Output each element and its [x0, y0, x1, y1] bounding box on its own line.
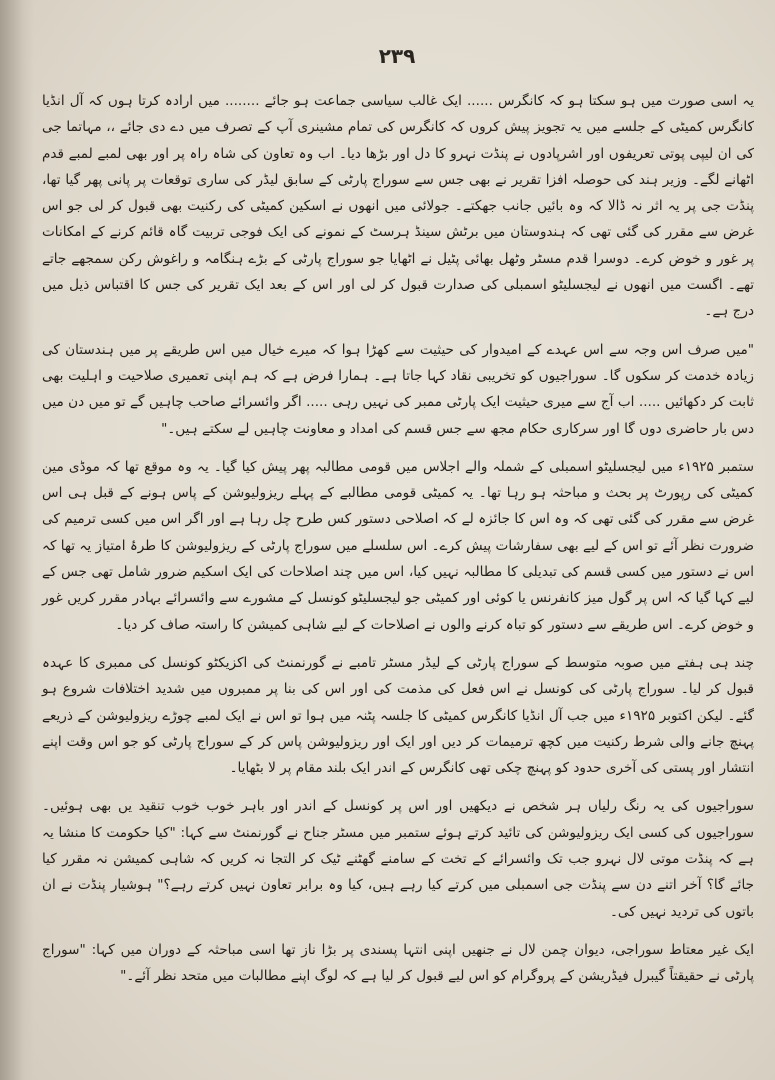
- paragraph-2: ستمبر ۱۹۲۵ء میں لیجسلیٹو اسمبلی کے شملہ والے اجلاس میں قومی مطالبہ پھر پیش کیا گیا۔ یہ وہ موقع تھا کہ موڈی مین کمیٹی کی رپورٹ پر بحث و مباحثہ ہو رہا تھا۔ یہ کمیٹی قومی مطالبے کے پہلے ریزولیوشن کے پاس ہونے کے قبل ہی اس غرض سے مقرر کی گئی تھی کہ وہ اس کا جائزہ لے کہ اصلاحی دستور کس طرح چل رہا ہے اور اگر اس میں کسی ترمیم کی ضرورت نظر آئے تو اس کے لیے بھی سفارشات پیش کرے۔ اس سلسلے میں سوراج پارٹی کے ریزولیوشن کا طرۂ امتیاز یہ تھا کہ اس نے دستور میں کسی قسم کی تبدیلی کا مطالبہ نہیں کیا، اس میں چند اصلاحات کی ایک اسکیم ضرور شامل تھی جس کے لیے کہا گیا کہ اس پر گول میز کانفرنس یا کوئی اور کمیٹی جو لیجسلیٹو کونسل کے مشورے سے وائسرائے بہادر مقرر کریں غور و خوض کرے۔ اس طریقے سے دستور کو تباہ کرنے والوں نے اصلاحات کے لیے شاہی کمیشن کا راستہ صاف کر دیا۔: [42, 458, 754, 633]
- paragraph-4: سوراجیوں کی یہ رنگ رلیاں ہر شخص نے دیکھیں اور اس پر کونسل کے اندر اور باہر خوب خوب تنقید یں بھی ہوئیں۔ سوراجیوں کی کسی ایک ریزولیوشن کی تائید کرتے ہوئے ستمبر میں مسٹر جناح نے گورنمنٹ سے کہا: "کیا حکومت کا منشا یہ ہے کہ پنڈت موتی لال نہرو جب تک وائسرائے کے تخت کے سامنے گھٹنے ٹیک کر التجا نہ کریں کہ شاہی کمیشن نہ مقرر کیا جائے گا؟ آخر اتنے دن سے پنڈت جی اسمبلی میں کرتے کیا رہے ہیں، کیا وہ برابر تعاون نہیں کرتے رہے؟" ہوشیار پنڈت نے ان باتوں کی تردید نہیں کی۔: [42, 798, 754, 920]
- quote-paragraph: "میں صرف اس وجہ سے اس عہدے کے امیدوار کی حیثیت سے کھڑا ہوا کہ میرے خیال میں اس طریقے پر میں ہندستان کی زیادہ خدمت کر سکوں گا۔ سوراجیوں کو تخریبی نقاد کہا جاتا ہے۔ ہمارا فرض ہے کہ ہم اپنی تعمیری صلاحیت و اہلیت بھی ثابت کر دکھائیں ..... اب آج سے میری حیثیت ایک پارٹی ممبر کی نہیں رہی ..... اگر وائسرائے صاحب چاہیں گے تو میں دن میں دس بار حاضری دوں گا اور سرکاری حکام مجھ سے جس قسم کی امداد و معاونت چاہیں لے سکتے ہیں۔": [42, 341, 754, 437]
- paragraph-5: ایک غیر معتاط سوراجی، دیوان چمن لال نے جنھیں اپنی انتہا پسندی پر بڑا ناز تھا اسی مباحثہ کے دوران میں کہا: "سوراج پارٹی نے حقیقتاً گیبرل فیڈریشن کے پروگرام کو اس لیے قبول کر لیا ہے کہ لوگ اپنے مطالبات میں متحد نظر آئے۔": [42, 941, 754, 985]
- body-text: [42, 88, 754, 990]
- paragraph-3: چند ہی ہفتے میں صوبہ متوسط کے سوراج پارٹی کے لیڈر مسٹر تامبے نے گورنمنٹ کی اکزیکٹو کونسل کی ممبری کا عہدہ قبول کر لیا۔ سوراج پارٹی کی کونسل نے اس فعل کی مذمت کی اور اس کی بنا پر ممبروں میں شدید اختلافات شروع ہو گئے۔ لیکن اکتوبر ۱۹۲۵ء میں جب آل انڈیا کانگرس کمیٹی کا جلسہ پٹنہ میں ہوا تو اس نے ایک لمبے چوڑے ریزولیوشن کے ذریعے پہنچ جانے والی شرط رکنیت میں کچھ ترمیمات کر دیں اور ایک اور ریزولیوشن پاس کر کے سوراج پارٹی کو جو اس وقت اپنے انتشار اور پستی کی آخری حدود کو پہنچ چکی تھی کانگرس کے اندر ایک بلند مقام پر لا بٹھایا۔: [42, 654, 754, 777]
- paragraph-1: یہ اسی صورت میں ہو سکتا ہو کہ کانگرس ...... ایک غالب سیاسی جماعت ہو جائے ........ میں ارادہ کرتا ہوں کہ آل انڈیا کانگرس کمیٹی کے جلسے میں یہ تجویز پیش کروں کہ کانگرس کی تمام مشینری آپ کے تصرف میں دے دی جائے ،، مہاتما جی کی ان لیپی پوتی تعریفوں اور اشرپادوں نے پنڈت نہرو کا دل اور بڑھا دیا۔ اب وہ تعاون کی شاہ راہ پر اور بھی لمبے لمبے قدم اٹھانے لگے۔ وزیر ہند کی حوصلہ افزا تقریر نے بھی جس سے سوراج پارٹی کے سابق لیڈر کی ساری توقعات پر پانی پھر گیا تھا، پنڈت جی پر یہ اثر نہ ڈالا کہ وہ بائیں جانب جھکتے۔ جولائی میں انھوں نے اسکین کمیٹی کی رکنیت بھی قبول کر لی جو اس غرض سے مقرر کی گئی تھی کہ ہندوستان میں برٹش سینڈ ہرسٹ کے نمونے کی ایک فوجی تربیت گاہ قائم کرنے کے امکانات پر غور و خوض کرے۔ دوسرا قدم مسٹر وٹھل بھائی پٹیل نے اٹھایا جو سوراج پارٹی کے بڑے ہنگامہ و راغوش رکن سمجھے جاتے تھے۔ اگست میں انھوں نے لیجسلیٹو اسمبلی کی صدارت قبول کر لی اور اس کے بعد ایک تقریر کی جس کا اقتباس ذیل میں درج ہے۔: [42, 93, 754, 320]
- page-number: ۲۳۹: [378, 44, 416, 68]
